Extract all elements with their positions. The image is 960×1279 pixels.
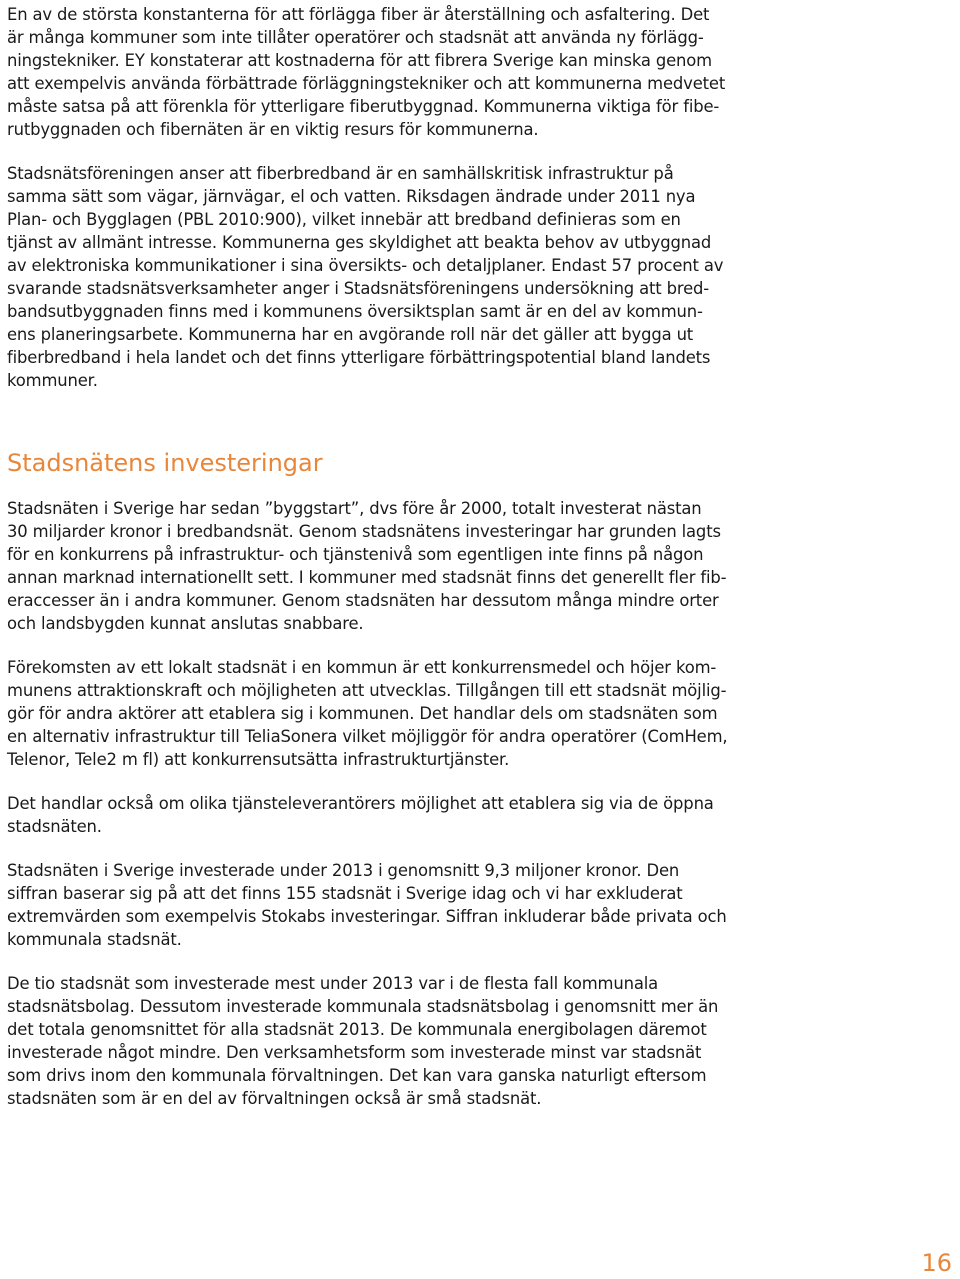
text-line: fiberbredband i hela landet och det finns ytterligare förbättringspotential bland landets <box>7 348 711 367</box>
text-line: det totala genomsnittet för alla stadsnät 2013. De kommunala energibolagen däremot <box>7 1020 707 1039</box>
text-line: munens attraktionskraft och möjligheten att utvecklas. Tillgången till ett stadsnät möjlig- <box>7 681 727 700</box>
text-line: är många kommuner som inte tillåter operatörer och stadsnät att använda ny förlägg- <box>7 28 704 47</box>
text-line: Förekomsten av ett lokalt stadsnät i en kommun är ett konkurrensmedel och höjer kom- <box>7 658 717 677</box>
text-line: stadsnäten som är en del av förvaltningen också är små stadsnät. <box>7 1089 542 1108</box>
text-line: ens planeringsarbete. Kommunerna har en avgörande roll när det gäller att bygga ut <box>7 325 694 344</box>
text-line: av elektroniska kommunikationer i sina översikts- och detaljplaner. Endast 57 procent av <box>7 256 724 275</box>
text-line: kommuner. <box>7 371 98 390</box>
text-line: gör för andra aktörer att etablera sig i kommunen. Det handlar dels om stadsnäten som <box>7 704 718 723</box>
text-line: Det handlar också om olika tjänsteleverantörers möjlighet att etablera sig via de öppna <box>7 794 714 813</box>
text-line: De tio stadsnät som investerade mest under 2013 var i de flesta fall kommunala <box>7 974 659 993</box>
text-line: eraccesser än i andra kommuner. Genom stadsnäten har dessutom många mindre orter <box>7 591 719 610</box>
text-line: ningstekniker. EY konstaterar att kostnaderna för att fibrera Sverige kan minska genom <box>7 51 712 70</box>
text-line: en alternativ infrastruktur till TeliaSonera vilket möjliggör för andra operatörer (ComHem, <box>7 727 728 746</box>
section-paragraph-2 <box>7 656 755 771</box>
text-line: 30 miljarder kronor i bredbandsnät. Genom stadsnätens investeringar har grunden lagts <box>7 522 721 541</box>
text-line: tjänst av allmänt intresse. Kommunerna ges skyldighet att beakta behov av utbyggnad <box>7 233 712 252</box>
intro-section <box>7 3 755 413</box>
text-line: stadsnätsbolag. Dessutom investerade kommunala stadsnätsbolag i genomsnitt mer än <box>7 997 719 1016</box>
text-line: extremvärden som exempelvis Stokabs investeringar. Siffran inkluderar både privata och <box>7 907 727 926</box>
section-paragraph-5 <box>7 972 755 1110</box>
text-line: och landsbygden kunnat anslutas snabbare. <box>7 614 364 633</box>
investments-section <box>7 497 755 1131</box>
text-line: Telenor, Tele2 m fl) att konkurrensutsätta infrastrukturtjänster. <box>7 750 510 769</box>
text-line: bandsutbyggnaden finns med i kommunens översiktsplan samt är en del av kommun- <box>7 302 703 321</box>
text-line: måste satsa på att förenkla för ytterligare fiberutbyggnad. Kommunerna viktiga för fibe- <box>7 97 720 116</box>
text-line: för en konkurrens på infrastruktur- och tjänstenivå som egentligen inte finns på någon <box>7 545 704 564</box>
text-line: Plan- och Bygglagen (PBL 2010:900), vilket innebär att bredband definieras som en <box>7 210 681 229</box>
section-heading: Stadsnätens investeringar <box>7 449 323 477</box>
section-paragraph-1 <box>7 497 755 635</box>
text-line: investerade något mindre. Den verksamhetsform som investerade minst var stadsnät <box>7 1043 702 1062</box>
text-line: Stadsnäten i Sverige investerade under 2013 i genomsnitt 9,3 miljoner kronor. Den <box>7 861 680 880</box>
text-line: svarande stadsnätsverksamheter anger i Stadsnätsföreningens undersökning att bred- <box>7 279 710 298</box>
text-line: En av de största konstanterna för att förlägga fiber är återställning och asfaltering. Det <box>7 5 710 24</box>
text-line: samma sätt som vägar, järnvägar, el och vatten. Riksdagen ändrade under 2011 nya <box>7 187 696 206</box>
text-line: Stadsnätsföreningen anser att fiberbredband är en samhällskritisk infrastruktur på <box>7 164 674 183</box>
text-line: kommunala stadsnät. <box>7 930 182 949</box>
text-line: stadsnäten. <box>7 817 102 836</box>
text-line: siffran baserar sig på att det finns 155 stadsnät i Sverige idag och vi har exkluderat <box>7 884 683 903</box>
text-line: Stadsnäten i Sverige har sedan ”byggstart”, dvs före år 2000, totalt investerat nästan <box>7 499 702 518</box>
page-number: 16 <box>921 1249 952 1277</box>
text-line: att exempelvis använda förbättrade förläggningstekniker och att kommunerna medvetet <box>7 74 726 93</box>
text-line: som drivs inom den kommunala förvaltningen. Det kan vara ganska naturligt eftersom <box>7 1066 707 1085</box>
intro-paragraph-2 <box>7 162 755 392</box>
text-line: rutbyggnaden och fibernäten är en viktig resurs för kommunerna. <box>7 120 539 139</box>
intro-paragraph-1 <box>7 3 755 141</box>
text-line: annan marknad internationellt sett. I kommuner med stadsnät finns det generellt fler fib- <box>7 568 727 587</box>
section-paragraph-4 <box>7 859 755 951</box>
section-paragraph-3 <box>7 792 755 838</box>
